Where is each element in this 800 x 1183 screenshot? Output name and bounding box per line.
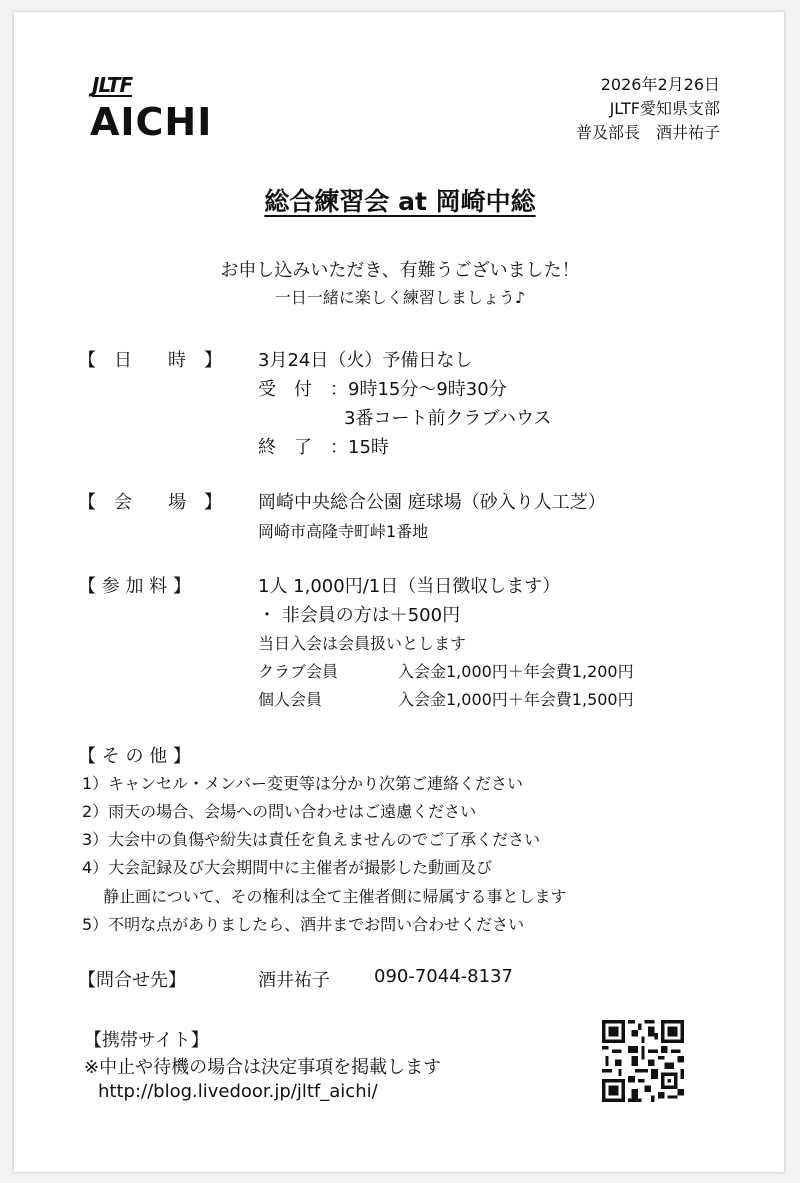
venue-address: 岡崎市高隆寺町峠1番地: [258, 522, 429, 541]
other-label: 【 そ の 他 】: [78, 746, 191, 767]
page-title: 総合練習会 at 岡崎中総: [264, 187, 536, 216]
other-item-3: 3）大会中の負傷や紛失は責任を負えませんのでご了承ください: [82, 830, 541, 849]
fee-main: 1人 1,000円/1日（当日徴収します）: [258, 576, 561, 597]
jltf-aichi-logo: [90, 75, 220, 145]
mobile-url-link[interactable]: http://blog.livedoor.jp/jltf_aichi/: [98, 1081, 378, 1102]
fee-label: 【 参 加 料 】: [78, 576, 191, 597]
schedule-reception-place: 3番コート前クラブハウス: [344, 408, 552, 429]
mobile-label: 【携帯サイト】: [84, 1030, 209, 1051]
contact-phone: 090-7044-8137: [374, 966, 513, 987]
fee-join-note: 当日入会は会員扱いとします: [258, 634, 467, 653]
header-date: 2026年2月26日: [600, 75, 720, 94]
contact-label: 【問合せ先】: [78, 970, 186, 991]
logo-jltf-mark: JLTF: [92, 73, 133, 97]
venue-name: 岡崎中央総合公園 庭球場（砂入り人工芝）: [258, 492, 606, 513]
other-item-5: 5）不明な点がありましたら、酒井までお問い合わせください: [82, 915, 525, 934]
qr-code: [602, 1020, 684, 1102]
logo-aichi-text: AICHI: [90, 100, 213, 144]
other-item-2: 2）雨天の場合、会場への問い合わせはご遠慮ください: [82, 802, 477, 821]
schedule-end: 終 了 ：15時: [258, 437, 389, 458]
greeting-line-2: 一日一緒に楽しく練習しましょう♪: [274, 288, 526, 307]
schedule-label: 【 日 時 】: [78, 350, 222, 371]
fee-row-individual-amount: 入会金1,000円＋年会費1,500円: [398, 690, 634, 709]
fee-row-club-type: クラブ会員: [258, 662, 339, 681]
mobile-note: ※中止や待機の場合は決定事項を掲載します: [84, 1057, 442, 1078]
header-org: JLTF愛知県支部: [609, 99, 720, 118]
greeting-line-1: お申し込みいただき、有難うございました！: [220, 260, 580, 281]
venue-label: 【 会 場 】: [78, 492, 222, 513]
schedule-date: 3月24日（火）予備日なし: [258, 350, 473, 371]
fee-nonmember: ・ 非会員の方は＋500円: [258, 605, 461, 626]
other-item-4-cont: 静止画について、その権利は全て主催者側に帰属する事とします: [82, 887, 567, 906]
fee-row-club-amount: 入会金1,000円＋年会費1,200円: [398, 662, 634, 681]
fee-row-individual-type: 個人会員: [258, 690, 323, 709]
header-person: 普及部長 酒井祐子: [575, 123, 720, 142]
other-item-1: 1）キャンセル・メンバー変更等は分かり次第ご連絡ください: [82, 774, 524, 793]
schedule-reception: 受 付 ：9時15分～9時30分: [258, 379, 507, 400]
other-item-4: 4）大会記録及び大会期間中に主催者が撮影した動画及び: [82, 858, 493, 877]
contact-name: 酒井祐子: [258, 970, 330, 991]
